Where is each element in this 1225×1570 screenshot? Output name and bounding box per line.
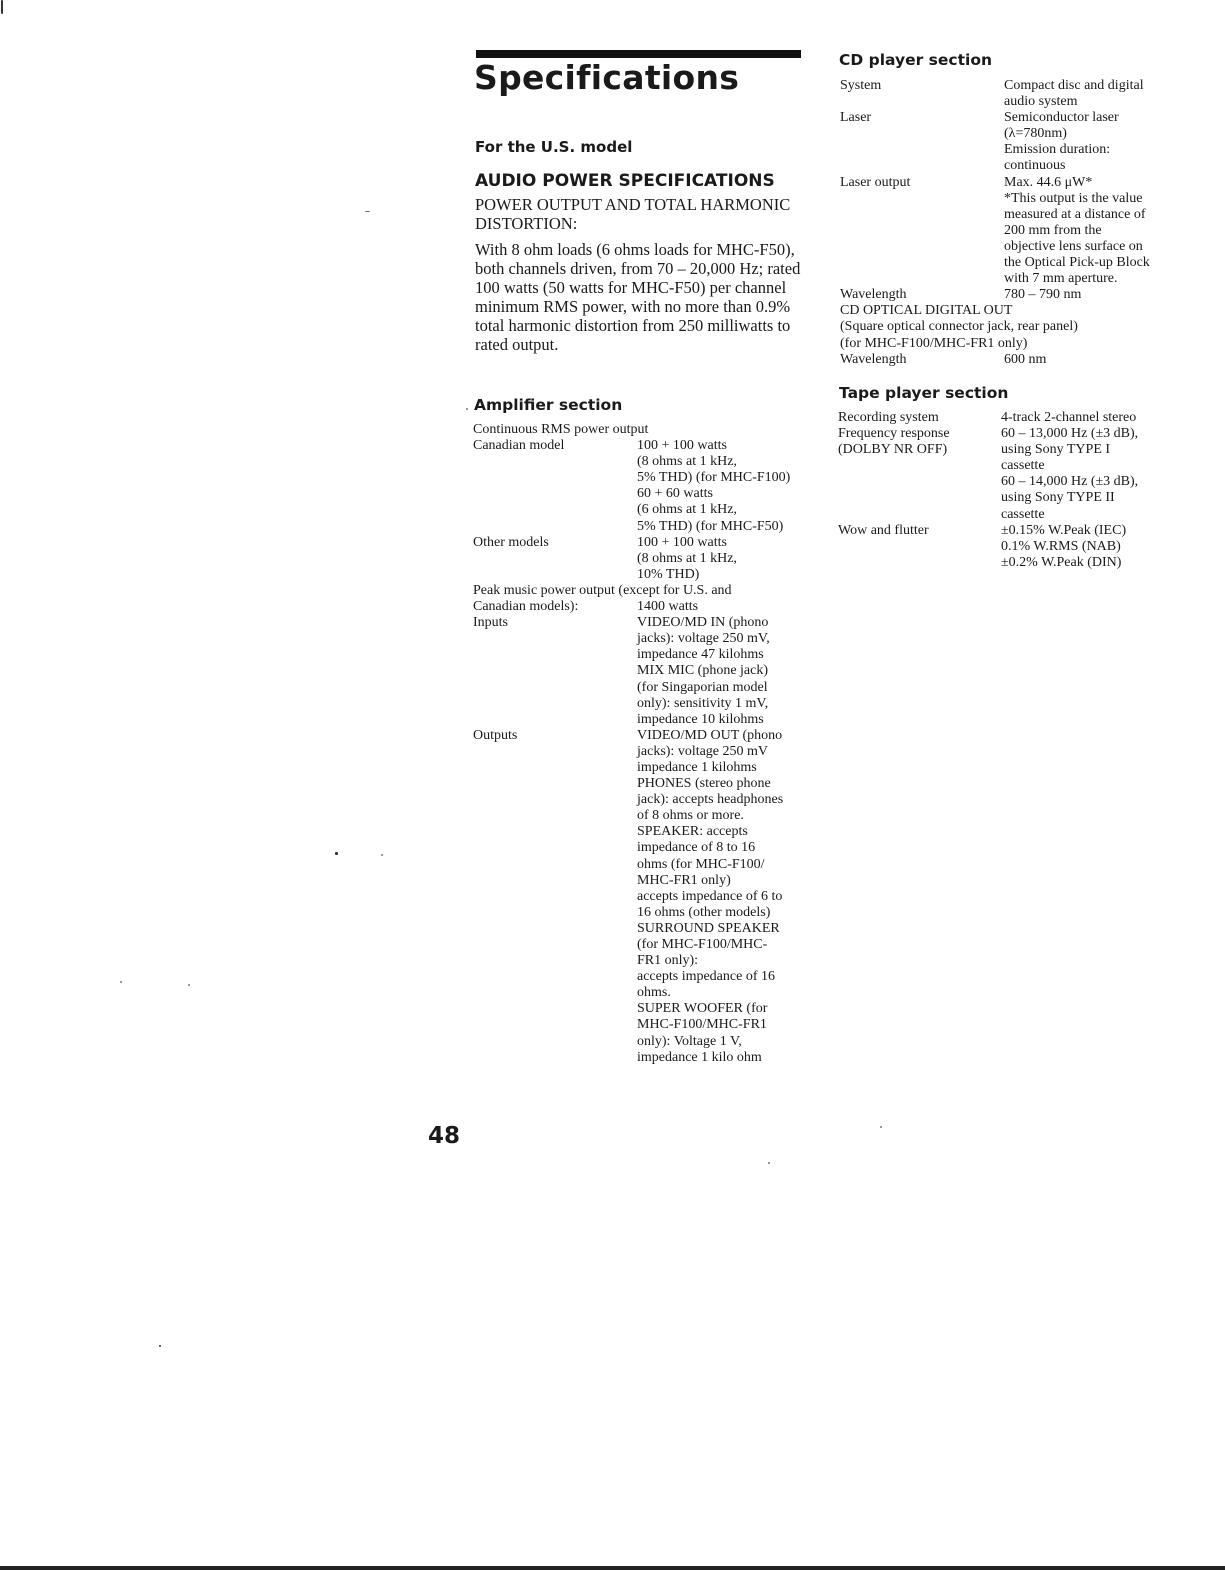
value-line: with 7 mm aperture. <box>1004 271 1118 287</box>
spec-row-other-models <box>473 535 808 583</box>
scan-speck <box>365 211 370 212</box>
value-line: VIDEO/MD IN (phono <box>637 615 769 631</box>
spec-label: Wavelength <box>840 287 907 303</box>
tape-player-heading: Tape player section <box>839 384 1009 402</box>
value-line: 60 – 13,000 Hz (±3 dB), <box>1001 426 1139 442</box>
spec-label: Laser <box>840 110 872 126</box>
spec-label <box>838 426 1001 523</box>
spec-value: 1400 watts <box>637 599 699 615</box>
value-line: only): sensitivity 1 mV, <box>637 695 769 711</box>
value-line: 0.1% W.RMS (NAB) <box>1001 538 1121 554</box>
value-line: Semiconductor laser <box>1004 110 1119 126</box>
value-line: ±0.15% W.Peak (IEC) <box>1001 522 1127 538</box>
spec-value: 780 – 790 nm <box>1004 287 1082 303</box>
scan-speck <box>381 854 383 856</box>
value-line: using Sony TYPE II <box>1001 490 1115 506</box>
value-line: MHC-F100/MHC-FR1 <box>637 1017 767 1033</box>
value-line: 16 ohms (other models) <box>637 904 771 920</box>
spec-value <box>1004 110 1170 174</box>
optical-out-line: (for MHC-F100/MHC-FR1 only) <box>840 335 1028 351</box>
spec-label: System <box>840 78 882 93</box>
spec-row-peak <box>473 583 808 599</box>
amplifier-heading: Amplifier section <box>474 396 623 414</box>
label-line: (DOLBY NR OFF) <box>838 442 948 458</box>
value-line: impedance 10 kilohms <box>637 711 764 727</box>
value-line: (for MHC-F100/MHC- <box>637 937 768 952</box>
page-title: Specifications <box>474 58 740 97</box>
value-line: the Optical Pick-up Block <box>1004 255 1150 271</box>
value-line: impedance of 8 to 16 <box>637 840 756 856</box>
scan-speck <box>466 408 468 410</box>
value-line: impedance 47 kilohms <box>637 647 764 663</box>
title-rule <box>476 50 801 58</box>
value-line: 5% THD) (for MHC-F100) <box>637 470 791 486</box>
page-number: 48 <box>428 1123 461 1149</box>
amplifier-spec-table <box>473 422 808 1066</box>
value-line: accepts impedance of 16 <box>637 969 775 985</box>
scan-speck <box>335 852 338 855</box>
value-line: 5% THD) (for MHC-F50) <box>637 518 784 534</box>
spec-row-frequency <box>838 426 1170 523</box>
value-line: impedance 1 kilo ohm <box>637 1049 762 1065</box>
value-line: jacks): voltage 250 mV, <box>637 631 770 647</box>
value-line: PHONES (stereo phone <box>637 776 771 792</box>
spec-row-inputs <box>473 615 808 728</box>
scan-speck <box>188 984 190 986</box>
spec-row-laser-output <box>840 175 1170 288</box>
value-line: (for Singaporian model <box>637 679 768 695</box>
spec-value <box>637 615 807 728</box>
value-line: SURROUND SPEAKER <box>637 920 780 936</box>
scan-speck <box>120 981 122 983</box>
spec-row-optical-wavelength <box>840 352 1170 368</box>
spec-label: Laser output <box>840 174 911 190</box>
spec-row-peak-2 <box>473 599 808 615</box>
label-line: Frequency response <box>838 426 950 442</box>
power-output-text: With 8 ohm loads (6 ohms loads for MHC-F50), both channels driven, from 70 – 20,000 Hz; rated 100 watts (50 watts for MHC-F50) per channel minimum RMS power, with no more than 0.9% total harmonic distortion from 250 milliwatts to rated output. <box>475 240 801 354</box>
spec-row-outputs <box>473 728 808 1066</box>
value-line: cassette <box>1001 506 1045 522</box>
cd-player-heading: CD player section <box>839 51 993 69</box>
audio-power-heading: AUDIO POWER SPECIFICATIONS <box>475 171 775 191</box>
value-line: (8 ohms at 1 kHz, <box>637 454 737 470</box>
value-line: (λ=780nm) <box>1004 126 1067 142</box>
spec-label: Wavelength <box>840 351 907 367</box>
scan-speck <box>159 1345 161 1347</box>
value-line: FR1 only): <box>637 953 699 969</box>
spec-value: (except for U.S. and <box>618 582 732 598</box>
value-line: SPEAKER: accepts <box>637 824 748 840</box>
us-model-heading: For the U.S. model <box>475 138 633 156</box>
scan-edge-mark <box>1 0 3 14</box>
value-line: Compact disc and digital <box>1004 78 1144 93</box>
spec-value <box>1004 78 1170 110</box>
value-line: 60 – 14,000 Hz (±3 dB), <box>1001 474 1139 490</box>
value-line: 60 + 60 watts <box>637 486 713 502</box>
value-line: (6 ohms at 1 kHz, <box>637 502 737 518</box>
value-line: impedance 1 kilohms <box>637 759 757 775</box>
spec-row-laser <box>840 110 1170 174</box>
spec-label: Inputs <box>473 615 508 631</box>
value-line: ohms. <box>637 985 671 1001</box>
value-line: cassette <box>1001 458 1045 474</box>
spec-value <box>1001 523 1169 571</box>
value-line: measured at a distance of <box>1004 206 1146 222</box>
value-line: jacks): voltage 250 mV <box>637 743 769 759</box>
spec-label: Canadian models): <box>473 599 579 615</box>
spec-label: Other models <box>473 534 549 550</box>
spec-label: Recording system <box>838 410 939 425</box>
continuous-power-label: Continuous RMS power output <box>473 422 649 437</box>
cd-spec-table <box>840 78 1170 368</box>
tape-spec-table <box>838 410 1170 571</box>
value-line: accepts impedance of 6 to <box>637 888 783 904</box>
scan-bottom-edge <box>0 1566 1225 1570</box>
spec-label: Peak music power output <box>473 582 615 598</box>
value-line: 100 + 100 watts <box>637 438 727 454</box>
spec-value <box>637 438 807 535</box>
value-line: SUPER WOOFER (for <box>637 1001 768 1017</box>
value-line: objective lens surface on <box>1004 238 1143 254</box>
optical-out-line: CD OPTICAL DIGITAL OUT <box>840 303 1013 319</box>
value-line: only): Voltage 1 V, <box>637 1033 742 1049</box>
spec-value: 4-track 2-channel stereo <box>1001 410 1137 425</box>
value-line: MHC-FR1 only) <box>637 872 731 888</box>
value-line: *This output is the value <box>1004 190 1143 206</box>
value-line: ohms (for MHC-F100/ <box>637 856 765 872</box>
scan-speck <box>880 1126 882 1128</box>
spec-row-wavelength <box>840 287 1170 303</box>
power-output-label: POWER OUTPUT AND TOTAL HARMONIC DISTORTION: <box>475 195 791 233</box>
spec-row-recording <box>838 410 1170 426</box>
value-line: 100 + 100 watts <box>637 534 727 550</box>
spec-row-system <box>840 78 1170 110</box>
spec-value <box>1001 426 1169 523</box>
value-line: (8 ohms at 1 kHz, <box>637 550 737 566</box>
value-line: ±0.2% W.Peak (DIN) <box>1001 554 1122 570</box>
value-line: jack): accepts headphones <box>637 792 784 808</box>
spec-row-wow-flutter <box>838 523 1170 571</box>
value-line: 200 mm from the <box>1004 222 1102 238</box>
spec-value: 600 nm <box>1004 351 1047 367</box>
optical-out-line: (Square optical connector jack, rear panel) <box>840 319 1078 335</box>
value-line: of 8 ohms or more. <box>637 808 744 824</box>
value-line: using Sony TYPE I <box>1001 442 1111 458</box>
value-line: Emission duration: <box>1004 142 1111 158</box>
spec-label: Wow and flutter <box>838 522 929 538</box>
spec-value <box>1004 175 1170 288</box>
value-line: Max. 44.6 μW* <box>1004 174 1093 190</box>
spec-label: Canadian model <box>473 438 565 454</box>
value-line: MIX MIC (phone jack) <box>637 663 769 679</box>
spec-row-canadian <box>473 438 808 535</box>
value-line: 10% THD) <box>637 566 700 582</box>
spec-label: Outputs <box>473 727 518 743</box>
value-line: audio system <box>1004 94 1078 110</box>
spec-value <box>637 535 807 583</box>
value-line: continuous <box>1004 158 1066 174</box>
scan-speck <box>768 1162 770 1164</box>
spec-value <box>637 728 807 1066</box>
value-line: VIDEO/MD OUT (phono <box>637 727 783 743</box>
